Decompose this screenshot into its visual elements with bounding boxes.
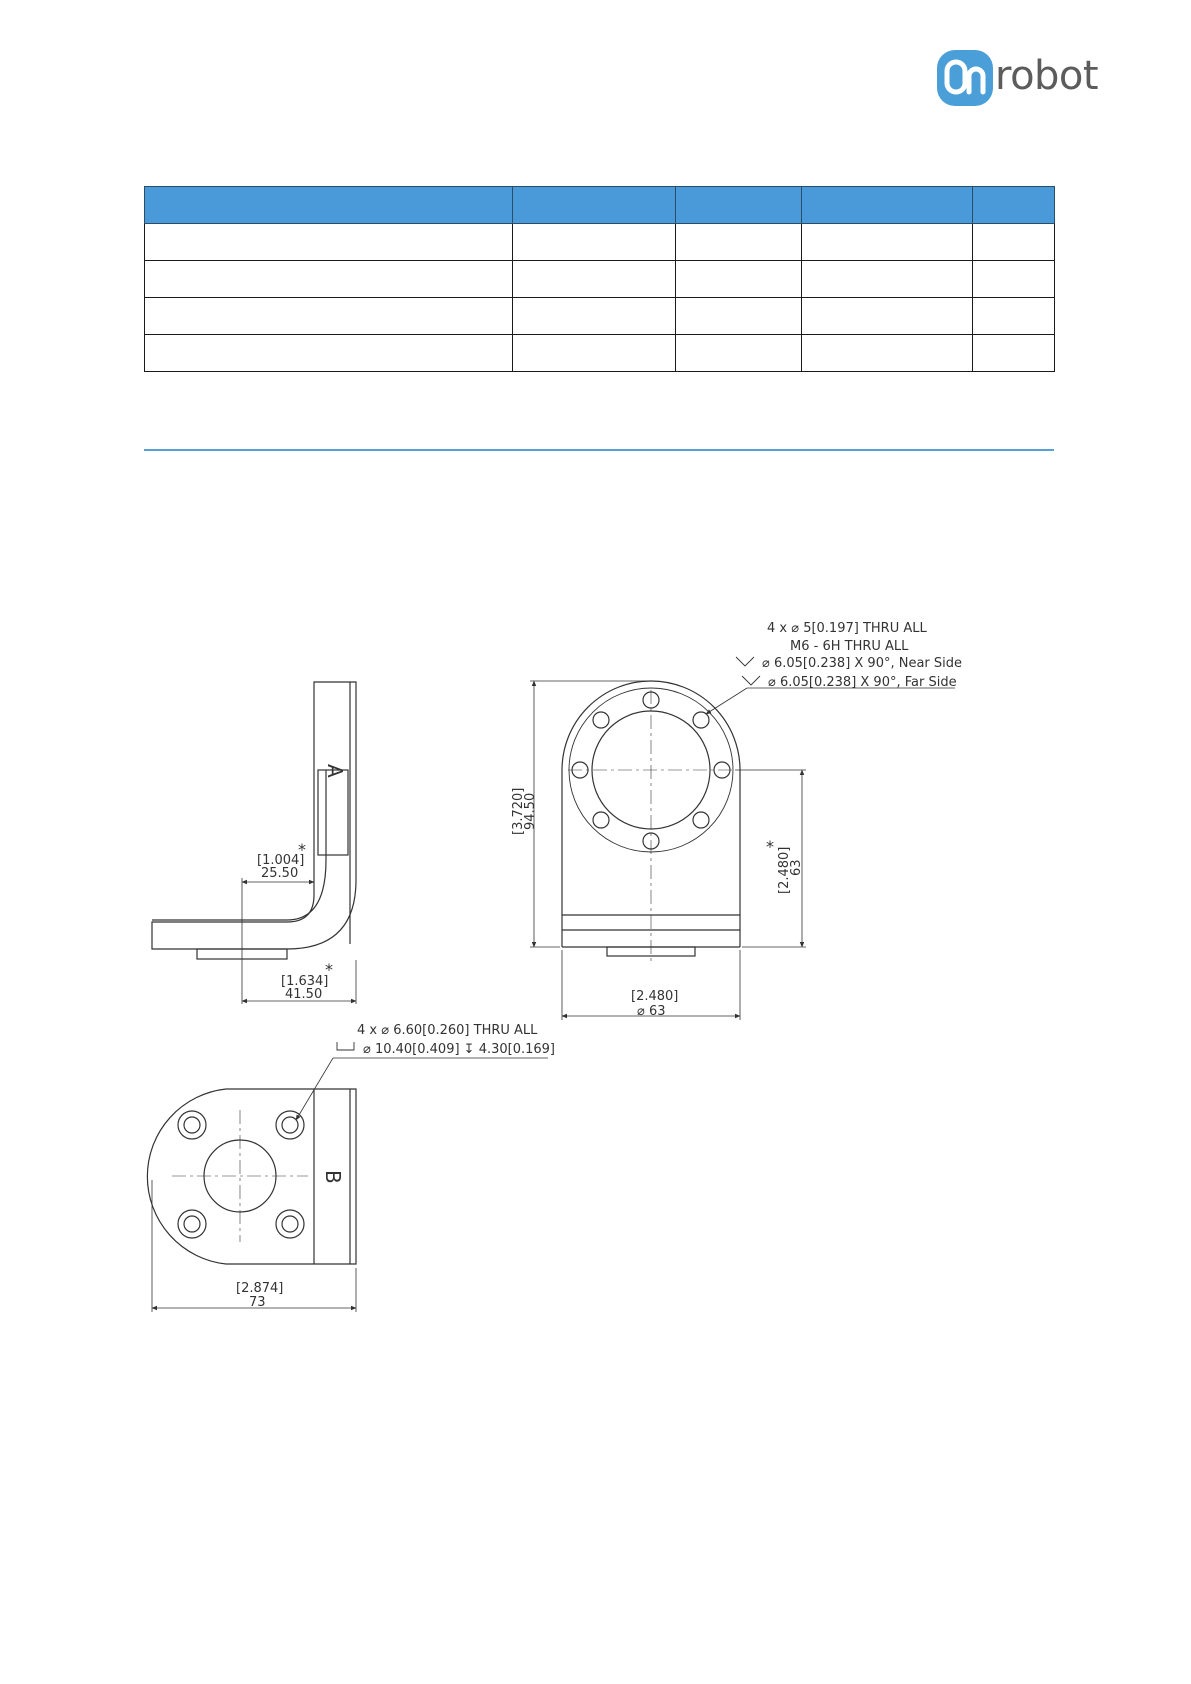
front-view: [530, 657, 955, 1020]
bottom-callout-line-2: ⌀ 10.40[0.409] ↧ 4.30[0.169]: [363, 1042, 555, 1057]
callout-line-2: M6 - 6H THRU ALL: [790, 639, 909, 654]
side-view: [152, 682, 356, 1004]
height-in: [3.720]: [511, 787, 526, 835]
dim-small-mm: 25.50: [261, 866, 299, 881]
center-mm: 63: [789, 859, 804, 876]
center-in: [2.480]: [777, 846, 792, 894]
bottom-callout-line-1: 4 x ⌀ 6.60[0.260] THRU ALL: [357, 1023, 538, 1038]
bottom-width-in: [2.874]: [236, 1281, 284, 1296]
dim-small-in: [1.004]: [257, 853, 305, 868]
bottom-view: [147, 1042, 548, 1312]
asterisk-mark: *: [766, 837, 774, 856]
width-mm: ⌀ 63: [637, 1004, 666, 1019]
asterisk-mark: *: [298, 840, 306, 859]
dim-base-mm: 41.50: [285, 987, 323, 1002]
callout-line-1: 4 x ⌀ 5[0.197] THRU ALL: [767, 621, 927, 636]
asterisk-mark: *: [325, 960, 333, 979]
dim-base-in: [1.634]: [281, 974, 329, 989]
width-in: [2.480]: [631, 989, 679, 1004]
logo-wordmark: robot: [995, 53, 1099, 99]
callout-line-3: ⌀ 6.05[0.238] X 90°, Near Side: [762, 656, 963, 671]
face-label-a: A: [323, 764, 347, 778]
face-label-b: B: [321, 1170, 345, 1184]
height-mm: 94.50: [523, 792, 538, 830]
bottom-width-mm: 73: [249, 1295, 266, 1310]
callout-line-4: ⌀ 6.05[0.238] X 90°, Far Side: [768, 675, 957, 690]
